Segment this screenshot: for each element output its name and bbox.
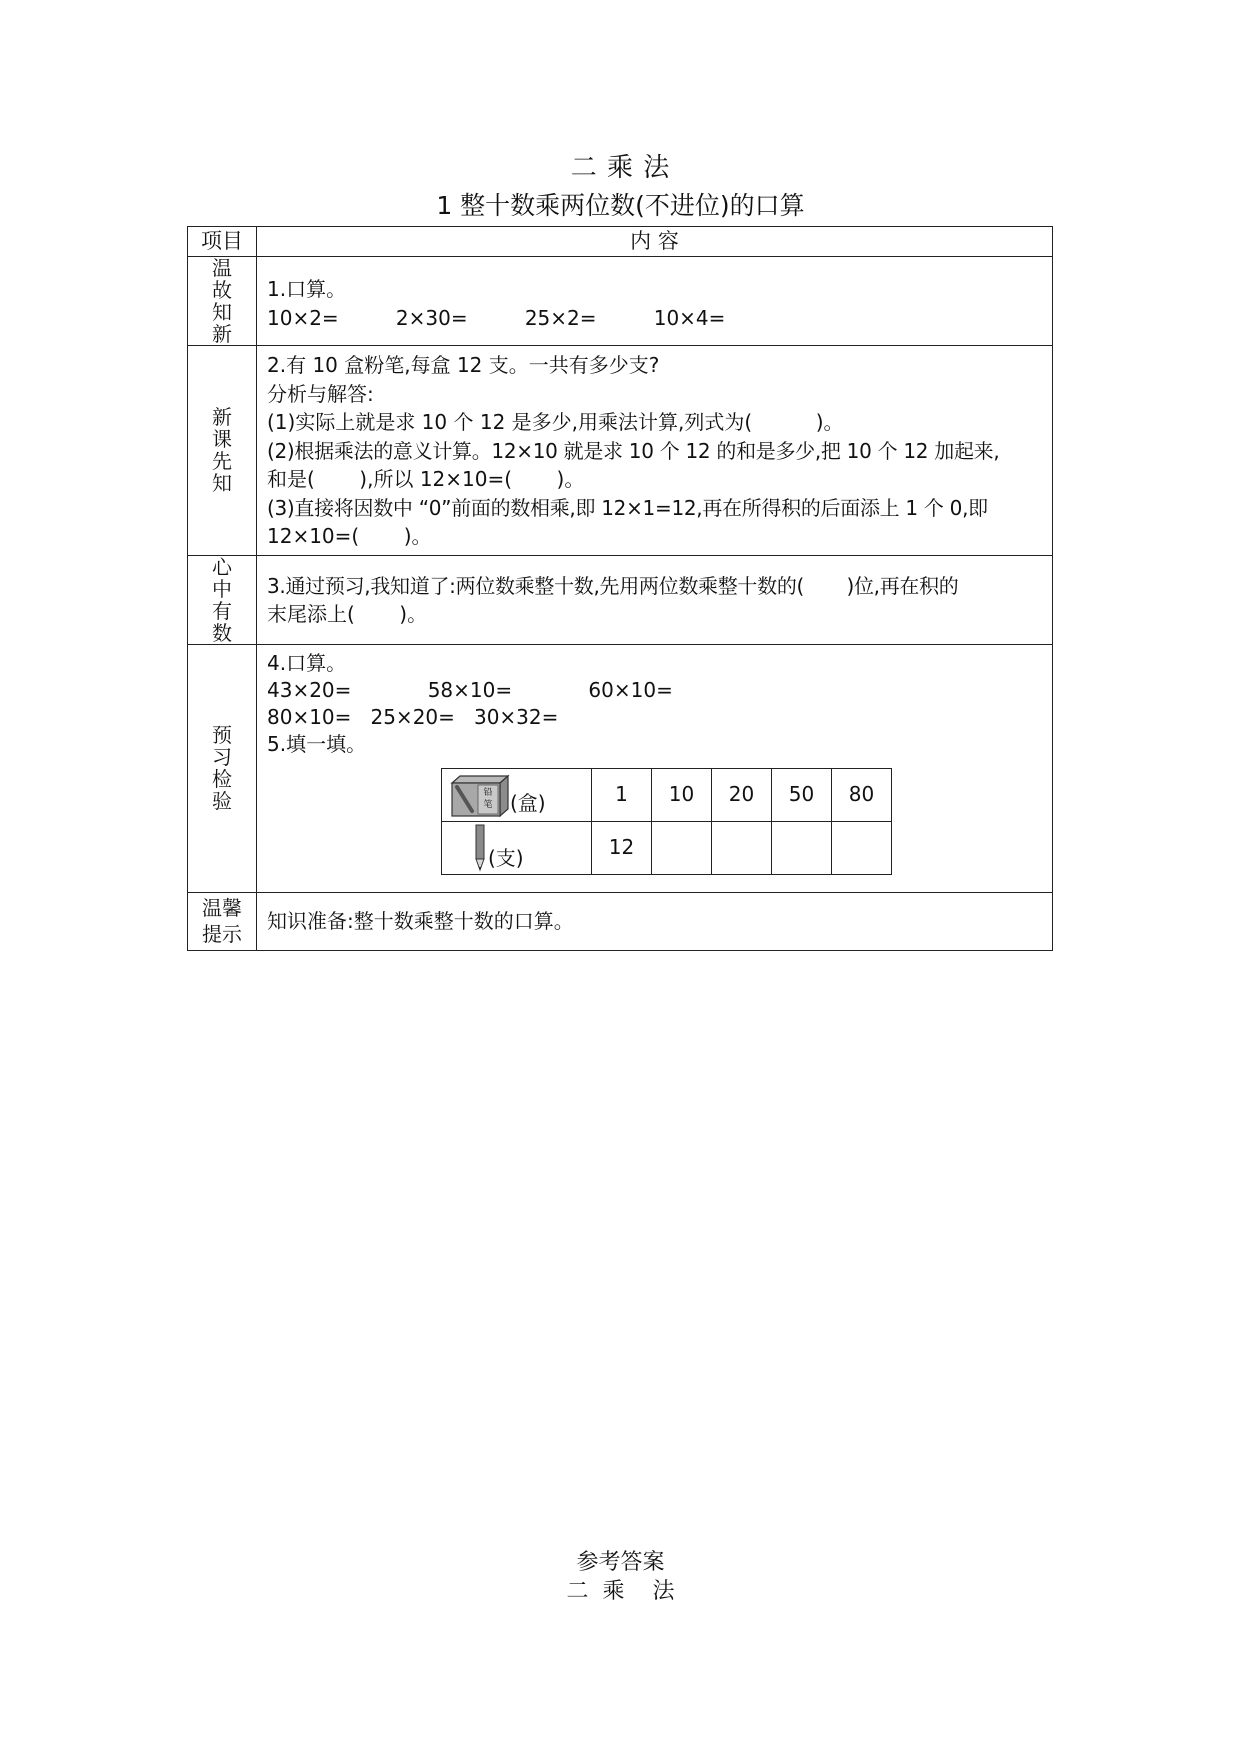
- text-line: 3.通过预习,我知道了:两位数乘整十数,先用两位数乘整十数的( )位,再在积的: [267, 573, 959, 598]
- side-label-practice: 预 习 检 验: [188, 644, 257, 892]
- tip-content: [257, 892, 1053, 950]
- box-count-cell: 80: [832, 768, 892, 821]
- text-line: 和是( ),所以 12×10=( )。: [267, 467, 585, 491]
- pencil-box-icon: [448, 773, 510, 817]
- text-line: 43×20= 58×10= 60×10=: [267, 677, 673, 702]
- summary-row: [188, 555, 1053, 644]
- text-line: 80×10= 25×20= 30×32=: [267, 704, 559, 729]
- text-line: (1)实际上就是求 10 个 12 是多少,用乘法计算,列式为( )。: [267, 410, 844, 434]
- answer-heading: 参考答案: [576, 1550, 665, 1575]
- header-row: [188, 227, 1053, 257]
- box-row: [442, 768, 892, 821]
- box-count-cell: 10: [652, 768, 712, 821]
- chapter-title: 二 乘 法: [570, 153, 671, 183]
- text-line: 分析与解答:: [267, 381, 374, 406]
- practice-content: [257, 644, 1053, 892]
- pencil-count-cell: 12: [592, 821, 652, 874]
- box-header-cell: [442, 768, 592, 821]
- review-row: [188, 257, 1053, 346]
- text-line: 5.填一填。: [267, 731, 367, 756]
- side-label-summary: 心 中 有 数: [188, 555, 257, 644]
- tip-row: [188, 892, 1053, 950]
- new-lesson-content: [257, 346, 1053, 556]
- pencil-answer-blank[interactable]: [832, 821, 892, 874]
- review-content: [257, 257, 1053, 346]
- pencil-row: [442, 821, 892, 874]
- new-lesson-row: [188, 346, 1053, 556]
- pencil-answer-blank[interactable]: [652, 821, 712, 874]
- box-count-cell: 1: [592, 768, 652, 821]
- text-line: 12×10=( )。: [267, 524, 432, 548]
- side-label-review: 温 故 知 新: [188, 257, 257, 346]
- pencil-header-cell: [442, 821, 592, 874]
- text-line: 末尾添上( )。: [267, 602, 428, 626]
- text-line: 1.口算。: [267, 277, 347, 301]
- text-line: 2.有 10 盒粉笔,每盒 12 支。一共有多少支?: [267, 353, 660, 377]
- summary-content: [257, 555, 1053, 644]
- lesson-title: 1 整十数乘两位数(不进位)的口算: [436, 191, 805, 220]
- side-label-tip: 温馨 提示: [188, 892, 257, 950]
- header-content: 内 容: [257, 227, 1053, 257]
- fill-in-table: [441, 768, 892, 875]
- box-count-cell: 50: [772, 768, 832, 821]
- pencil-icon: [472, 824, 488, 872]
- box-count-cell: 20: [712, 768, 772, 821]
- box-text-1: 铅笔: [483, 787, 493, 810]
- preview-sheet-table: [187, 226, 1053, 951]
- side-label-new-lesson: 新 课 先 知: [188, 346, 257, 556]
- text-line: 4.口算。: [267, 650, 347, 675]
- pencil-unit-label: (支): [488, 845, 524, 870]
- practice-row: [188, 644, 1053, 892]
- box-unit-label: (盒): [510, 790, 546, 815]
- pencil-answer-blank[interactable]: [712, 821, 772, 874]
- header-item: 项目: [188, 227, 257, 257]
- answer-chapter-title: 二 乘 法: [566, 1579, 675, 1604]
- text-line: 10×2= 2×30= 25×2= 10×4=: [267, 305, 726, 330]
- pencil-answer-blank[interactable]: [772, 821, 832, 874]
- text-line: (2)根据乘法的意义计算。12×10 就是求 10 个 12 的和是多少,把 10 个 12 加起来,: [267, 438, 1000, 463]
- text-line: 知识准备:整十数乘整十数的口算。: [267, 909, 574, 934]
- text-line: (3)直接将因数中 “0”前面的数相乘,即 12×1=12,再在所得积的后面添上 1 个 0,即: [267, 495, 988, 520]
